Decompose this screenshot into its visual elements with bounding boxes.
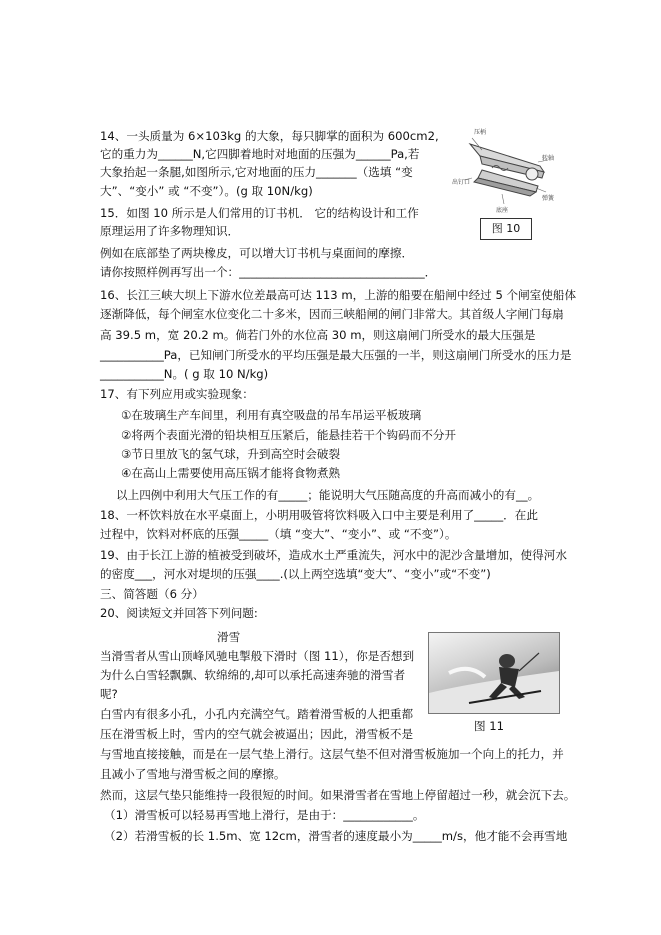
q16-line2: 逐渐降低，每个闸室水位变化二十多米，因而三峡船闸的闸门非常大。其首级人字闸门每扇 — [100, 307, 564, 321]
article-title: 滑雪 — [217, 630, 241, 644]
article-line8: 然而，这层气垫只能维持一段很短的时间。如果滑雪者在雪地上停留超过一秒，就会沉下去。 — [100, 788, 576, 802]
q17-item1: ①在玻璃生产车间里，利用有真空吸盘的吊车吊运平板玻璃 — [121, 408, 422, 422]
section-heading: 三、简答题（6 分） — [100, 587, 204, 601]
q17-line6: 以上四例中利用大气压工作的有_____；能说明大气压随高度的升高而减小的有__。 — [116, 488, 540, 502]
stapler-drawing — [464, 138, 548, 204]
q18-line1: 18、一杯饮料放在水平桌面上，小明用吸管将饮料吸入口中主要是利用了_____．在此 — [100, 508, 538, 522]
article-line6: 与雪地直接接触，而是在一层气垫上滑行。这层气垫不但对滑雪板施加一个向上的托力，并 — [100, 747, 564, 761]
article-line1: 当滑雪者从雪山顶峰风驰电掣般下滑时（图 11），你是否想到 — [100, 649, 415, 663]
q17-item4: ④在高山上需要使用高压锅才能将食物煮熟 — [121, 466, 341, 480]
label-staple-outlet: 出钉口 — [452, 179, 471, 186]
q15-line3: 例如在底部垫了两块橡皮，可以增大订书机与桌面间的摩擦． — [100, 246, 414, 260]
q14-line1: 14、一头质量为 6×103kg 的大象，每只脚掌的面积为 600cm2, — [100, 129, 439, 143]
q14-line2: 它的重力为______N,它四脚着地时对地面的压强为______Pa,若 — [100, 147, 420, 161]
article-line2: 为什么白雪轻飘飘、软绵绵的,却可以承托高速奔驰的滑雪者 — [100, 668, 406, 682]
q18-line2: 过程中，饮料对杯底的压强_____（填 “变大”、“变小”、或 “不变”）。 — [100, 527, 457, 541]
q20-sub2: （2）若滑雪板的长 1.5m、宽 12cm，滑雪者的速度最小为_____m/s，他才能不会再雪地 — [104, 829, 568, 843]
label-pivot: 转轴 — [542, 155, 555, 162]
q16-line1: 16、长江三峡大坝上下游水位差最高可达 113 m，上游的船要在船闸中经过 5 个闸室使船体 — [100, 288, 577, 302]
q14-line3: 大象抬起一条腿,如图所示,它对地面的压力_______（选填 “变 — [100, 165, 413, 179]
article-line7: 且减小了雪地与滑雪板之间的摩擦。 — [100, 767, 286, 781]
figure11-caption: 图 11 — [474, 719, 505, 733]
q15-line1: 15．如图 10 所示是人们常用的订书机． 它的结构设计和工作 — [100, 206, 419, 220]
q16-line3: 高 39.5 m，宽 20.2 m。倘若门外的水位高 30 m，则这扇闸门所受水的最大压强是 — [100, 328, 536, 342]
skier-photo — [428, 632, 560, 714]
q16-line5: ___________N。( g 取 10 N/kg) — [100, 367, 269, 381]
q14-line4: 大”、“变小” 或 “不变”）。(g 取 10N/kg) — [100, 184, 313, 198]
figure10-caption: 图 10 — [480, 218, 532, 240]
q16-line4: ___________Pa，已知闸门所受水的平均压强是最大压强的一半，则这扇闸门所受水的压力是 — [100, 348, 572, 362]
label-spring: 弹簧 — [542, 195, 555, 202]
article-line4: 白雪内有很多小孔，小孔内充满空气。踏着滑雪板的人把重都 — [100, 707, 414, 721]
q15-line2: 原理运用了许多物理知识． — [100, 224, 240, 238]
q17-item2: ②将两个表面光滑的铅块相互压紧后，能悬挂若干个钩码而不分开 — [121, 428, 457, 442]
q20-sub1: （1）滑雪板可以轻易再雪地上滑行，是由于：____________。 — [104, 808, 425, 822]
article-line5: 压在滑雪板上时，雪内的空气就会被逼出；因此，滑雪板不是 — [100, 727, 414, 741]
q17-line1: 17、有下列应用或实验现象： — [100, 387, 254, 401]
q19-line1: 19、由于长江上游的植被受到破坏，造成水土严重流失，河水中的泥沙含量增加，使得河水 — [100, 548, 567, 562]
q15-line4: 请你按照样例再写出一个：________________________________． — [100, 265, 437, 279]
stapler-figure — [452, 122, 564, 214]
article-line3: 呢? — [100, 687, 118, 701]
label-press-handle: 压柄 — [474, 129, 487, 136]
skier-silhouette — [429, 633, 559, 713]
q20-line1: 20、阅读短文并回答下列问题: — [100, 606, 258, 620]
label-base: 底座 — [496, 207, 509, 214]
q19-line2: 的密度___，河水对堤坝的压强____.(以上两空选填“变大”、“变小”或“不变”) — [100, 567, 491, 581]
q17-item3: ③节日里放飞的氢气球，升到高空时会破裂 — [121, 447, 341, 461]
